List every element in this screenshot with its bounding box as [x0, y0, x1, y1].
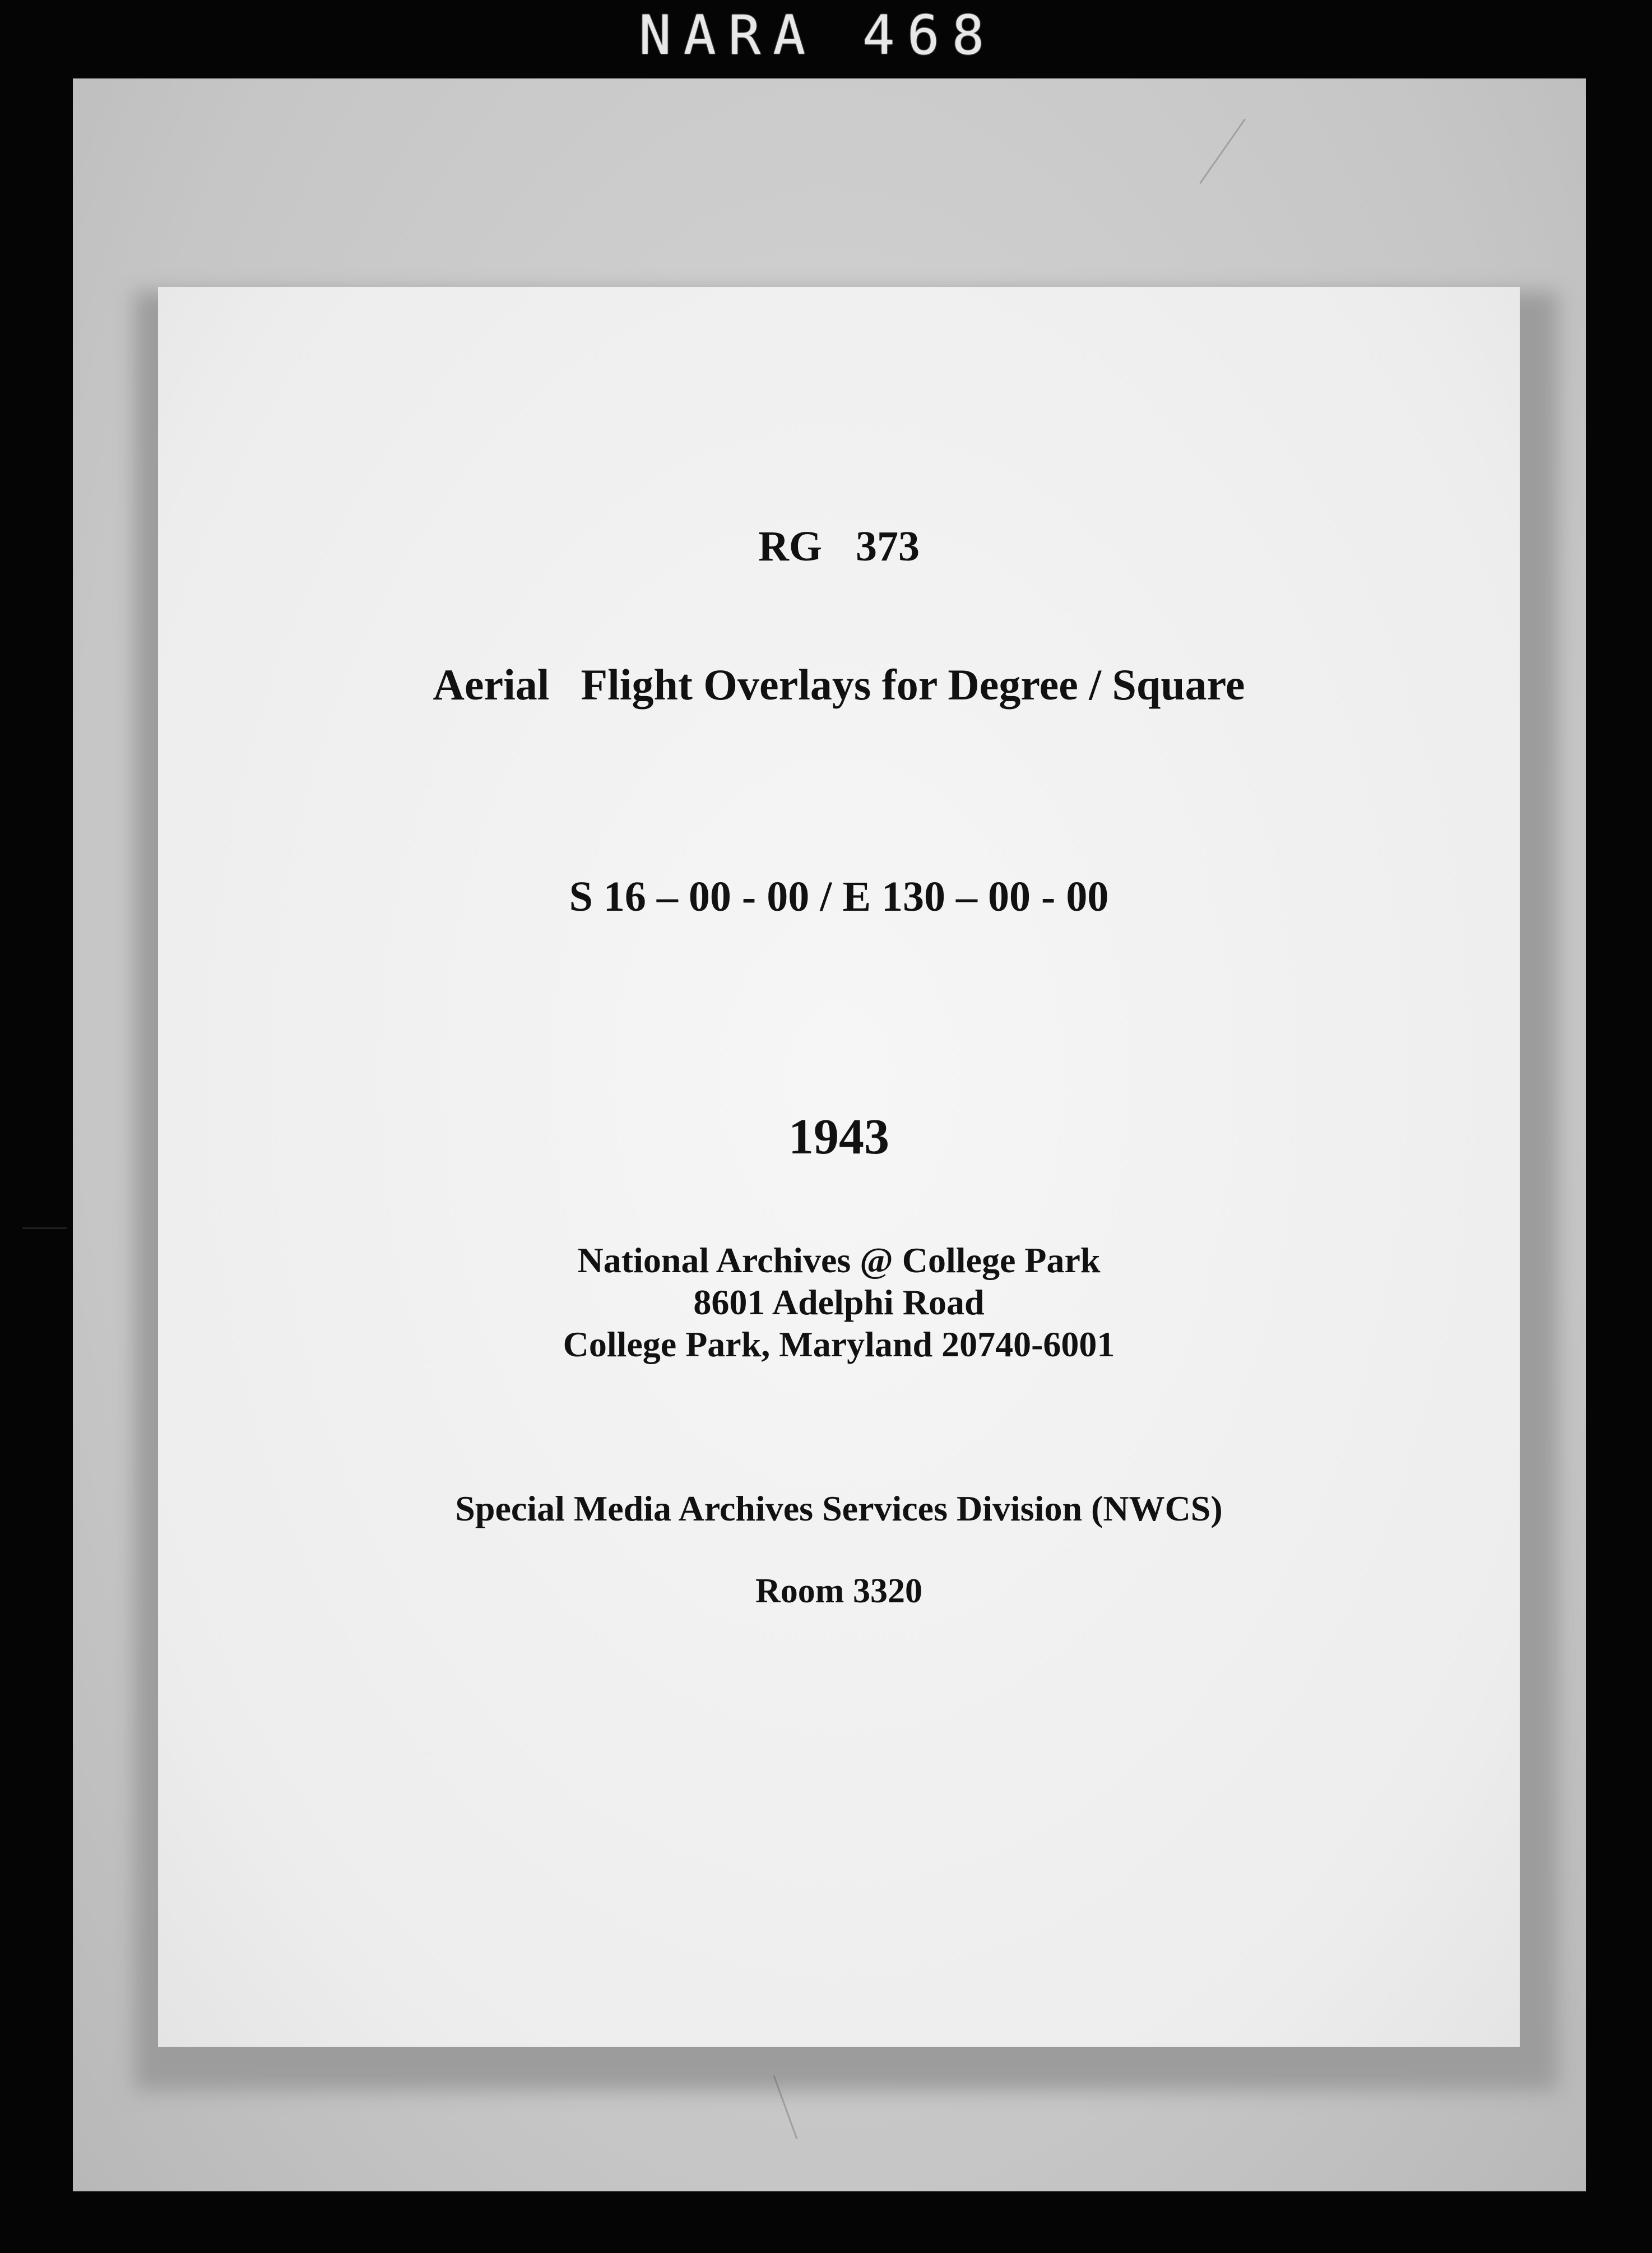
address-line-3: College Park, Maryland 20740-6001: [563, 1324, 1115, 1364]
series-title: [158, 660, 1520, 710]
series-title-description: Flight Overlays for Degree / Square: [581, 660, 1245, 709]
address-line-1: National Archives @ College Park: [577, 1240, 1101, 1280]
cover-sheet: [158, 287, 1520, 2047]
record-group: [158, 522, 1520, 571]
address-line-2: 8601 Adelphi Road: [693, 1282, 985, 1322]
division-name: Special Media Archives Services Division (NWCS): [455, 1489, 1223, 1528]
room-number: Room 3320: [755, 1572, 922, 1610]
film-scratch: [22, 1227, 67, 1229]
film-roll-label: NARA 468: [639, 4, 997, 67]
record-group-prefix: RG: [758, 523, 822, 570]
record-group-number: 373: [856, 523, 920, 570]
series-title-type: Aerial: [433, 660, 550, 709]
year: 1943: [788, 1109, 889, 1165]
degree-square-coordinates: S 16 – 00 - 00 / E 130 – 00 - 00: [569, 873, 1109, 920]
